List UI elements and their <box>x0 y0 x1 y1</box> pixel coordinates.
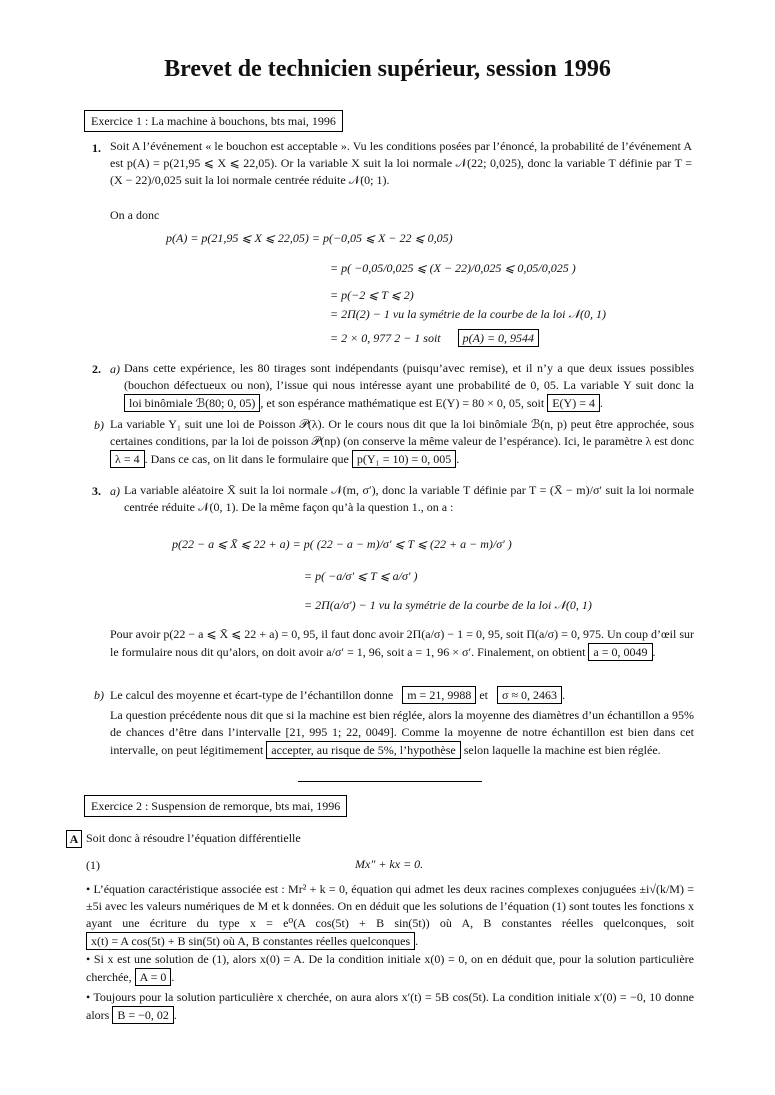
q3a-conclusion-text: Pour avoir p(22 − a ⩽ X̄ ⩽ 22 + a) = 0, 95, il faut donc avoir 2Π(a/σ) − 1 = 0, 95, soit Π(a/σ) = 0, 975. Un coup d’œil sur le formulaire nous dit qu’alors, on doit avoir a/σ′ = 1, 96, soit a = 1, 96 × σ′. Finalement, on obtient <box>110 627 694 659</box>
q2b-probability-box: p(Y₁ = 10) = 0, 005 <box>352 450 456 468</box>
ex2-intro: Soit donc à résoudre l’équation différentielle <box>86 831 301 845</box>
q3b-text-3: selon laquelle la machine est bien réglée. <box>463 743 661 757</box>
ex2-paragraph-3: • Toujours pour la solution particulière x cherchée, on aura alors x′(t) = 5B cos(5t). La condition initiale x′(0) = −0, 10 donne alors B = −0, 02 . <box>86 990 694 1022</box>
ex2-p3-text: • Toujours pour la solution particulière x cherchée, on aura alors x′(t) = 5B cos(5t). La condition initiale x′(0) = −0, 10 donne alors <box>86 990 694 1022</box>
q2a-text: Dans cette expérience, les 80 tirages sont indépendants (puisqu’avec remise), et il n’y a que deux issues possibles (bouchon défectueux ou non), l’issue qui nous intéresse ayant une probabilité de 0, 05. La variable Y suit donc la loi binômiale ℬ(80; 0, 05) , et son espérance mathématique est E(Y) = 80 × 0, 05, soit E(Y) = 4 . <box>124 361 694 410</box>
q2b-lambda-box: λ = 4 <box>110 450 145 468</box>
q3b-mean-box: m = 21, 9988 <box>402 686 476 704</box>
q2b-text: La variable Y₁ suit une loi de Poisson 𝒫(λ). Or le cours nous dit que la loi binômiale ℬ(n, p) peut être approchée, sous certaines conditions, par la loi de poisson 𝒫(np) (on conserve la même valeur de l’espérance). Ici, le paramètre λ est donc λ = 4 . Dans ce cas, on lit dans le formulaire que p(Y₁ = 10) = 0, 005 . <box>110 417 694 466</box>
q1-on-a-donc: On a donc <box>110 208 160 222</box>
q2b-text-1: La variable Y₁ suit une loi de Poisson 𝒫(λ). Or le cours nous dit que la loi binômiale ℬ(n, p) peut être approchée, sous certaines conditions, par la loi de poisson 𝒫(np) (on conserve la même valeur de l’espérance). Ici, le paramètre λ est donc <box>110 417 694 448</box>
q3b-sigma-box: σ ≈ 0, 2463 <box>497 686 562 704</box>
q2a-expectation-box: E(Y) = 4 <box>547 394 600 412</box>
q3b-paragraph <box>110 707 694 759</box>
q2a-binomial-box: loi binômiale ℬ(80; 0, 05) <box>124 394 260 412</box>
q2a-text-1: Dans cette expérience, les 80 tirages sont indépendants (puisqu’avec remise), et il n’y a que deux issues possibles (bouchon défectueux ou non), l’issue qui nous intéresse ayant une probabilité de 0, 05. La variable Y suit donc la <box>124 361 694 392</box>
ex2-a-value-box: A = 0 <box>135 968 172 986</box>
q2a-label: a) <box>110 362 120 376</box>
q1-eq-line-2: = p( −0,05/0,025 ⩽ (X − 22)/0,025 ⩽ 0,05/0,025 ) <box>330 261 576 275</box>
ex2-b-value-box: B = −0, 02 <box>112 1006 174 1024</box>
q2-number: 2. <box>92 362 101 376</box>
q3-number: 3. <box>92 484 101 498</box>
q1-eq-line-4: = 2Π(2) − 1 vu la symétrie de la courbe de la loi 𝒩(0, 1) <box>330 307 606 321</box>
q3a-label: a) <box>110 484 120 498</box>
q3b-label: b) <box>94 688 104 702</box>
q3b-text-et: et <box>479 688 488 702</box>
exercise-1-header: Exercice 1 : La machine à bouchons, bts mai, 1996 <box>84 110 343 132</box>
ex2-general-solution-box: x(t) = A cos(5t) + B sin(5t) où A, B constantes réelles quelconques <box>86 932 415 950</box>
q2a-text-2: , et son espérance mathématique est E(Y) = 80 × 0, 05, soit <box>260 396 545 410</box>
q1-eq-line-5-text: = 2 × 0, 977 2 − 1 soit <box>330 331 441 345</box>
q1-result-box: p(A) = 0, 9544 <box>458 329 539 347</box>
q1-eq-line-3: = p(−2 ⩽ T ⩽ 2) <box>330 288 414 302</box>
part-a-label: A <box>66 830 82 848</box>
q3a-result-box: a = 0, 0049 <box>588 643 652 661</box>
q3-eq-line-3: = 2Π(a/σ′) − 1 vu la symétrie de la courbe de la loi 𝒩(0, 1) <box>304 598 592 612</box>
q3-eq-line-1: p(22 − a ⩽ X̄ ⩽ 22 + a) = p( (22 − a − m)/σ′ ⩽ T ⩽ (22 + a − m)/σ′ ) <box>172 537 512 551</box>
q1-eq-line-5 <box>330 329 539 347</box>
q2b-label: b) <box>94 418 104 432</box>
ex2-paragraph-2: • Si x est une solution de (1), alors x(0) = A. De la condition initiale x(0) = 0, on en déduit que, pour la solution particulière cherchée, A = 0 . <box>86 952 694 984</box>
ex2-equation-number: (1) <box>86 858 100 872</box>
page-title: Brevet de technicien supérieur, session 1996 <box>164 56 611 82</box>
ex2-paragraph-1: • L’équation caractéristique associée est : Mr² + k = 0, équation qui admet les deux racines complexes conjuguées ±i√(k/M) = ±5i avec les valeurs numériques de M et k données. On en déduit que les solutions de l’équation (1) sont toutes les fonctions x ayant une écriture du type x = e⁰(A cos(5t) + B sin(5t)) où A, B constantes réelles quelconques, soit x(t) = A cos(5t) + B sin(5t) où A, B constantes réelles quelconques . <box>86 882 694 948</box>
q1-number: 1. <box>92 141 101 155</box>
ex2-equation: Mx″ + kx = 0. <box>355 857 424 871</box>
q3b-text-1: Le calcul des moyenne et écart-type de l’échantillon donne <box>110 688 394 702</box>
separator-line <box>298 781 482 782</box>
q1-eq-line-1: p(A) = p(21,95 ⩽ X ⩽ 22,05) = p(−0,05 ⩽ X − 22 ⩽ 0,05) <box>166 231 453 245</box>
q2b-text-2: . Dans ce cas, on lit dans le formulaire que <box>144 452 349 466</box>
ex2-p2-text: • Si x est une solution de (1), alors x(0) = A. De la condition initiale x(0) = 0, on en déduit que, pour la solution particulière cherchée, <box>86 952 694 984</box>
q3a-conclusion: Pour avoir p(22 − a ⩽ X̄ ⩽ 22 + a) = 0, 95, il faut donc avoir 2Π(a/σ) − 1 = 0, 95, soit Π(a/σ) = 0, 975. Un coup d’œil sur le formulaire nous dit qu’alors, on doit avoir a/σ′ = 1, 96, soit a = 1, 96 × σ′. Finalement, on obtient a = 0, 0049 . <box>110 627 694 659</box>
exercise-2-header: Exercice 2 : Suspension de remorque, bts mai, 1996 <box>84 795 347 817</box>
q3a-text: La variable aléatoire X̄ suit la loi normale 𝒩(m, σ′), donc la variable T définie par T = (X̄ − m)/σ′ suit la loi normale centrée réduite 𝒩(0, 1). De la même façon qu’à la question 1., on a : <box>124 483 694 514</box>
q3b-accept-box: accepter, au risque de 5%, l’hypothèse <box>266 741 460 759</box>
q1-text: Soit A l’événement « le bouchon est acceptable ». Vu les conditions posées par l’énoncé, la probabilité de l’événement A est p(A) = p(21,95 ⩽ X ⩽ 22,05). Or la variable X suit la loi normale 𝒩(22; 0,025), donc la variable T définie par T = (X − 22)/0,025 suit la loi normale centrée réduite 𝒩(0; 1). <box>110 139 692 187</box>
ex2-p1-text: • L’équation caractéristique associée est : Mr² + k = 0, équation qui admet les deux racines complexes conjuguées ±i√(k/M) = ±5i avec les valeurs numériques de M et k données. On en déduit que les solutions de l’équation (1) sont toutes les fonctions x ayant une écriture du type x = e⁰(A cos(5t) + B sin(5t)) où A, B constantes réelles quelconques, soit <box>86 882 694 930</box>
q3b-text-2: La question précédente nous dit que si la machine est bien réglée, alors la moyenne des diamètres d’un échantillon a 95% de chances d’être dans l’intervalle [21, 995 1; 22, 0049]. Comme la moyenne de notre échantillon est bien dans cet intervalle, on peut légitimement <box>110 708 694 757</box>
q3-eq-line-2: = p( −a/σ′ ⩽ T ⩽ a/σ′ ) <box>304 569 418 583</box>
q3b-line-1: Le calcul des moyenne et écart-type de l’échantillon donne m = 21, 9988 et σ ≈ 0, 2463 . <box>110 688 566 702</box>
